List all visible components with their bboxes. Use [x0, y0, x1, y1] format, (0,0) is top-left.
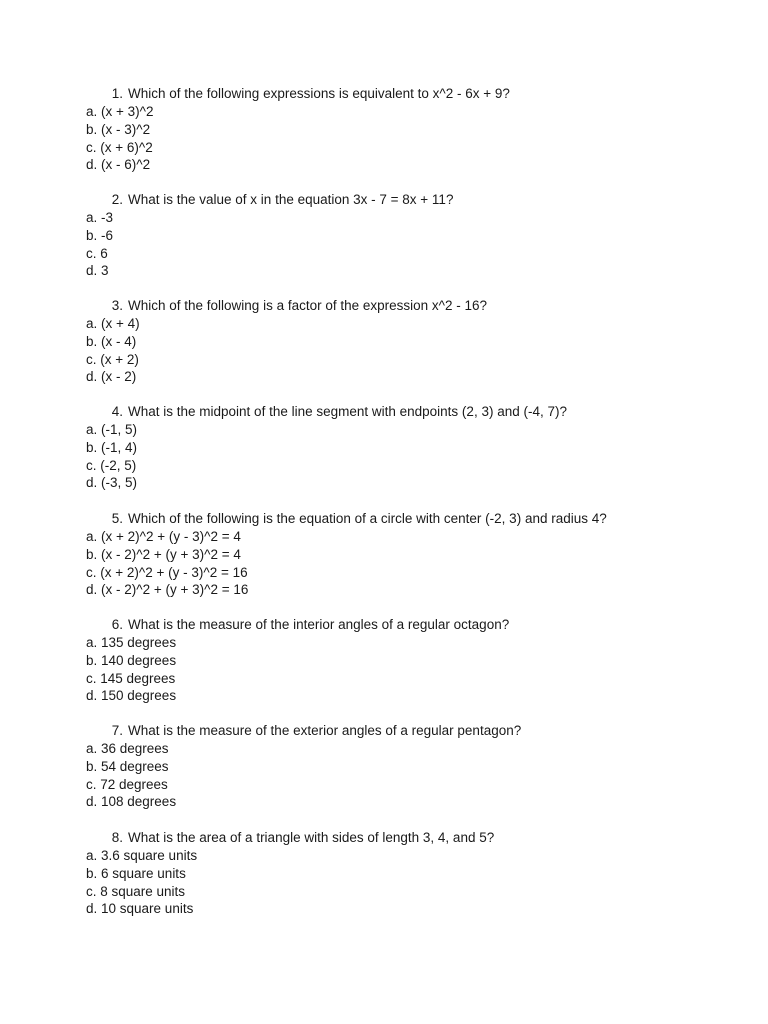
question-3-stem — [86, 297, 726, 315]
question-6-option-d: d. 150 degrees — [86, 688, 177, 704]
question-3-option-b: b. (x - 4) — [86, 333, 137, 349]
question-3-option-c: c. (x + 2) — [86, 351, 139, 367]
question-6-text: What is the measure of the interior angles of a regular octagon? — [128, 617, 510, 632]
question-5-option-c: c. (x + 2)^2 + (y - 3)^2 = 16 — [86, 564, 248, 580]
question-3-option-d: d. (x - 2) — [86, 369, 137, 385]
question-5 — [86, 510, 726, 599]
question-2-option-a: a. -3 — [86, 210, 114, 225]
question-1-option-a: a. (x + 3)^2 — [86, 104, 154, 119]
question-5-number: 5. — [111, 511, 123, 526]
question-8-stem — [86, 829, 726, 847]
question-7-option-b: b. 54 degrees — [86, 758, 169, 774]
question-4-stem — [86, 403, 726, 421]
question-7-option-d: d. 108 degrees — [86, 794, 177, 810]
question-8-option-a: a. 3.6 square units — [86, 848, 198, 863]
question-4-option-c: c. (-2, 5) — [86, 457, 137, 473]
question-8-option-c: c. 8 square units — [86, 883, 186, 899]
question-8-text: What is the area of a triangle with sides of length 3, 4, and 5? — [128, 830, 495, 845]
question-1 — [86, 85, 726, 174]
question-6-number: 6. — [111, 617, 123, 632]
question-6 — [86, 616, 726, 705]
question-4 — [86, 403, 726, 492]
question-1-option-b: b. (x - 3)^2 — [86, 121, 151, 137]
question-7-option-c: c. 72 degrees — [86, 776, 168, 792]
question-5-option-b: b. (x - 2)^2 + (y + 3)^2 = 4 — [86, 546, 241, 562]
question-1-number: 1. — [111, 86, 123, 101]
question-2-number: 2. — [111, 192, 123, 207]
question-2-option-b: b. -6 — [86, 227, 114, 243]
question-7-stem — [86, 722, 726, 740]
question-6-option-b: b. 140 degrees — [86, 652, 177, 668]
question-2-stem — [86, 191, 726, 209]
question-4-option-b: b. (-1, 4) — [86, 439, 138, 455]
question-6-option-a: a. 135 degrees — [86, 635, 177, 650]
question-4-option-d: d. (-3, 5) — [86, 475, 138, 491]
question-5-stem — [86, 510, 726, 528]
question-4-number: 4. — [111, 404, 123, 419]
question-8 — [86, 829, 726, 918]
question-2-option-d: d. 3 — [86, 263, 109, 279]
question-4-option-a: a. (-1, 5) — [86, 422, 138, 437]
question-6-stem — [86, 616, 726, 634]
question-2-text: What is the value of x in the equation 3x - 7 = 8x + 11? — [128, 192, 454, 207]
question-6-option-c: c. 145 degrees — [86, 670, 176, 686]
question-1-text: Which of the following expressions is equivalent to x^2 - 6x + 9? — [128, 86, 510, 101]
question-5-option-a: a. (x + 2)^2 + (y - 3)^2 = 4 — [86, 529, 241, 544]
question-7-option-a: a. 36 degrees — [86, 741, 169, 756]
question-3-text: Which of the following is a factor of the expression x^2 - 16? — [128, 298, 488, 313]
question-1-option-c: c. (x + 6)^2 — [86, 139, 153, 155]
question-8-option-b: b. 6 square units — [86, 865, 186, 881]
question-5-option-d: d. (x - 2)^2 + (y + 3)^2 = 16 — [86, 582, 249, 598]
question-2-option-c: c. 6 — [86, 245, 108, 261]
question-8-number: 8. — [111, 830, 123, 845]
question-1-stem — [86, 85, 726, 103]
question-4-text: What is the midpoint of the line segment with endpoints (2, 3) and (-4, 7)? — [128, 404, 567, 419]
question-5-text: Which of the following is the equation of a circle with center (-2, 3) and radius 4? — [128, 511, 607, 526]
question-3 — [86, 297, 726, 386]
question-8-option-d: d. 10 square units — [86, 901, 194, 917]
question-7 — [86, 722, 726, 811]
question-7-number: 7. — [111, 723, 123, 738]
question-3-option-a: a. (x + 4) — [86, 316, 140, 331]
question-3-number: 3. — [111, 298, 123, 313]
question-7-text: What is the measure of the exterior angles of a regular pentagon? — [128, 723, 522, 738]
question-2 — [86, 191, 726, 280]
question-1-option-d: d. (x - 6)^2 — [86, 157, 151, 173]
